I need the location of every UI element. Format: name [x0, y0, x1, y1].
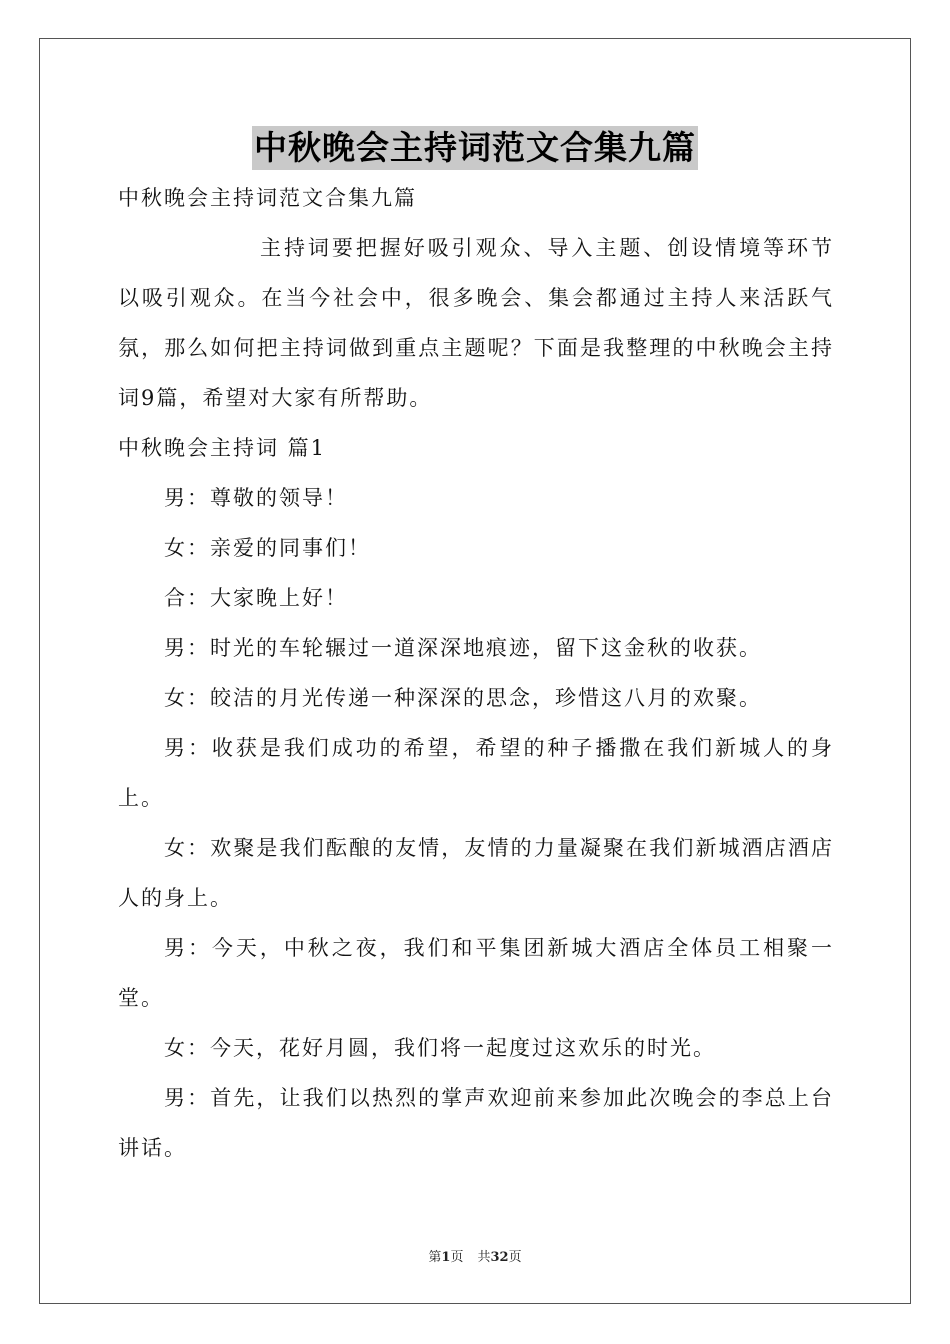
dialogue-line: 女：欢聚是我们酝酿的友情，友情的力量凝聚在我们新城酒店酒店人的身上。	[118, 836, 834, 910]
dialogue-line: 女：皎洁的月光传递一种深深的思念，珍惜这八月的欢聚。	[164, 686, 762, 710]
section-heading: 中秋晚会主持词 篇1	[118, 436, 327, 460]
page-number: 1	[441, 1250, 451, 1265]
dialogue-line: 女：今天，花好月圆，我们将一起度过这欢乐的时光。	[164, 1036, 716, 1060]
dialogue-line: 合：大家晚上好！	[164, 586, 348, 610]
intro-paragraph: 主持词要把握好吸引观众、导入主题、创设情境等环节以吸引观众。在当今社会中，很多晚会、集会都通过主持人来活跃气氛，那么如何把主持词做到重点主题呢？下面是我整理的中秋晚会主持词9篇，希望对大家有所帮助。	[118, 236, 834, 410]
page-footer	[0, 1246, 950, 1265]
document-title: 中秋晚会主持词范文合集九篇	[252, 126, 698, 170]
document-body	[118, 173, 834, 1173]
page-suffix: 页	[450, 1250, 464, 1265]
dialogue-line: 男：今天，中秋之夜，我们和平集团新城大酒店全体员工相聚一堂。	[118, 936, 834, 1010]
dialogue-line: 男：时光的车轮辗过一道深深地痕迹，留下这金秋的收获。	[164, 636, 762, 660]
total-pages: 32	[490, 1250, 509, 1265]
title-container	[0, 126, 950, 170]
subtitle-paragraph: 中秋晚会主持词范文合集九篇	[118, 186, 417, 210]
total-prefix: 共	[477, 1250, 491, 1265]
dialogue-line: 男：收获是我们成功的希望，希望的种子播撒在我们新城人的身上。	[118, 736, 834, 810]
dialogue-line: 男：尊敬的领导！	[164, 486, 348, 510]
dialogue-line: 女：亲爱的同事们！	[164, 536, 371, 560]
dialogue-line: 男：首先，让我们以热烈的掌声欢迎前来参加此次晚会的李总上台讲话。	[118, 1086, 834, 1160]
page-prefix: 第	[428, 1250, 442, 1265]
total-suffix: 页	[508, 1250, 522, 1265]
